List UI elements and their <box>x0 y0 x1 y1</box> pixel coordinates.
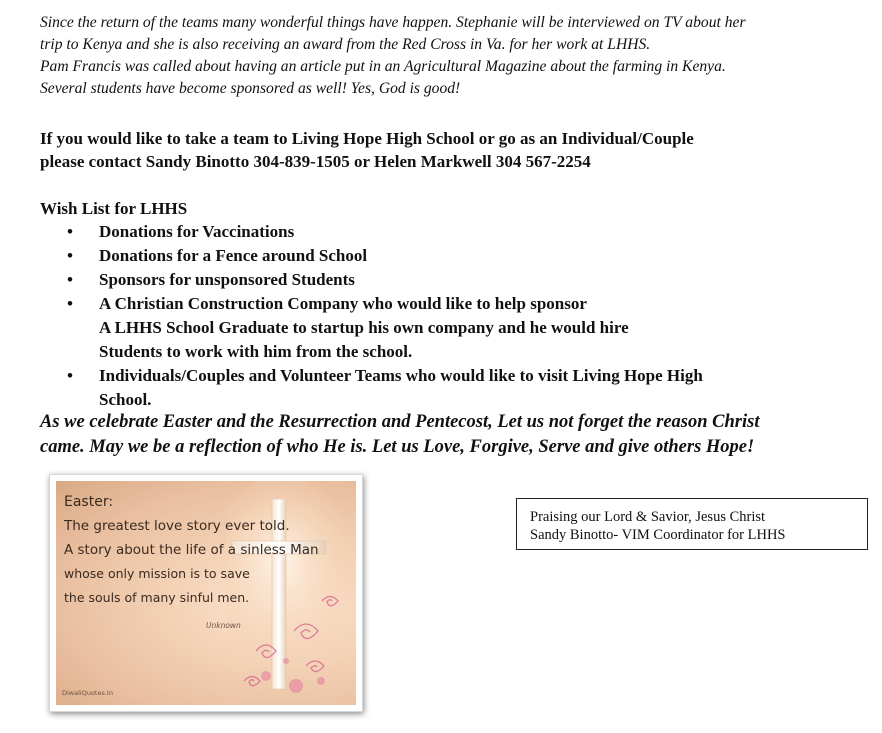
wish-item-line: • Donations for Vaccinations <box>99 222 295 241</box>
wish-list-item <box>67 220 867 244</box>
easter-card-image <box>49 474 363 712</box>
intro-line: Since the return of the teams many wonderful things have happen. Stephanie will be interviewed on TV about her <box>40 14 746 31</box>
wish-list-item <box>67 268 867 292</box>
intro-paragraph <box>40 12 870 100</box>
signature-line: Sandy Binotto- VIM Coordinator for LHHS <box>530 527 786 543</box>
closing-paragraph <box>40 410 870 460</box>
signature-line: Praising our Lord & Savior, Jesus Christ <box>530 509 766 525</box>
wish-list-item <box>67 364 867 412</box>
wish-item-line: School. <box>99 390 152 409</box>
poem-line: A story about the life of a sinless Man <box>64 542 319 558</box>
signature-box <box>516 498 868 550</box>
wish-item-line: A LHHS School Graduate to startup his own company and he would hire <box>99 318 629 337</box>
poem-line: The greatest love story ever told. <box>64 518 290 534</box>
wish-list <box>67 220 867 412</box>
wish-list-item <box>67 244 867 268</box>
poem-line: Easter: <box>64 494 114 510</box>
wish-item-line: • Donations for a Fence around School <box>99 246 368 265</box>
intro-line: trip to Kenya and she is also receiving an award from the Red Cross in Va. for her work at LHHS. <box>40 36 651 53</box>
contact-line: If you would like to take a team to Living Hope High School or go as an Individual/Couple <box>40 129 694 148</box>
contact-line: please contact Sandy Binotto 304-839-1505 or Helen Markwell 304 567-2254 <box>40 152 591 171</box>
poem-attribution: Unknown <box>206 621 241 630</box>
contact-paragraph <box>40 127 870 173</box>
easter-card-artwork <box>56 481 356 705</box>
intro-line: Pam Francis was called about having an article put in an Agricultural Magazine about the farming in Kenya. <box>40 58 726 75</box>
poem-line: whose only mission is to save <box>64 566 250 581</box>
wish-item-line: Students to work with him from the school. <box>99 342 413 361</box>
wish-list-heading: Wish List for LHHS <box>40 199 188 218</box>
poem-line: the souls of many sinful men. <box>64 590 250 605</box>
wish-item-line: • Sponsors for unsponsored Students <box>99 270 355 289</box>
wish-list-item <box>67 292 867 364</box>
closing-line: came. May we be a reflection of who He is. Let us Love, Forgive, Serve and give others Hope! <box>40 437 755 457</box>
image-watermark: DiwaliQuotes.In <box>62 689 113 697</box>
wish-item-line: • Individuals/Couples and Volunteer Teams who would like to visit Living Hope High <box>99 366 703 385</box>
wish-item-line: • A Christian Construction Company who would like to help sponsor <box>99 294 587 313</box>
intro-line: Several students have become sponsored as well! Yes, God is good! <box>40 80 461 97</box>
closing-line: As we celebrate Easter and the Resurrection and Pentecost, Let us not forget the reason Christ <box>40 412 760 432</box>
